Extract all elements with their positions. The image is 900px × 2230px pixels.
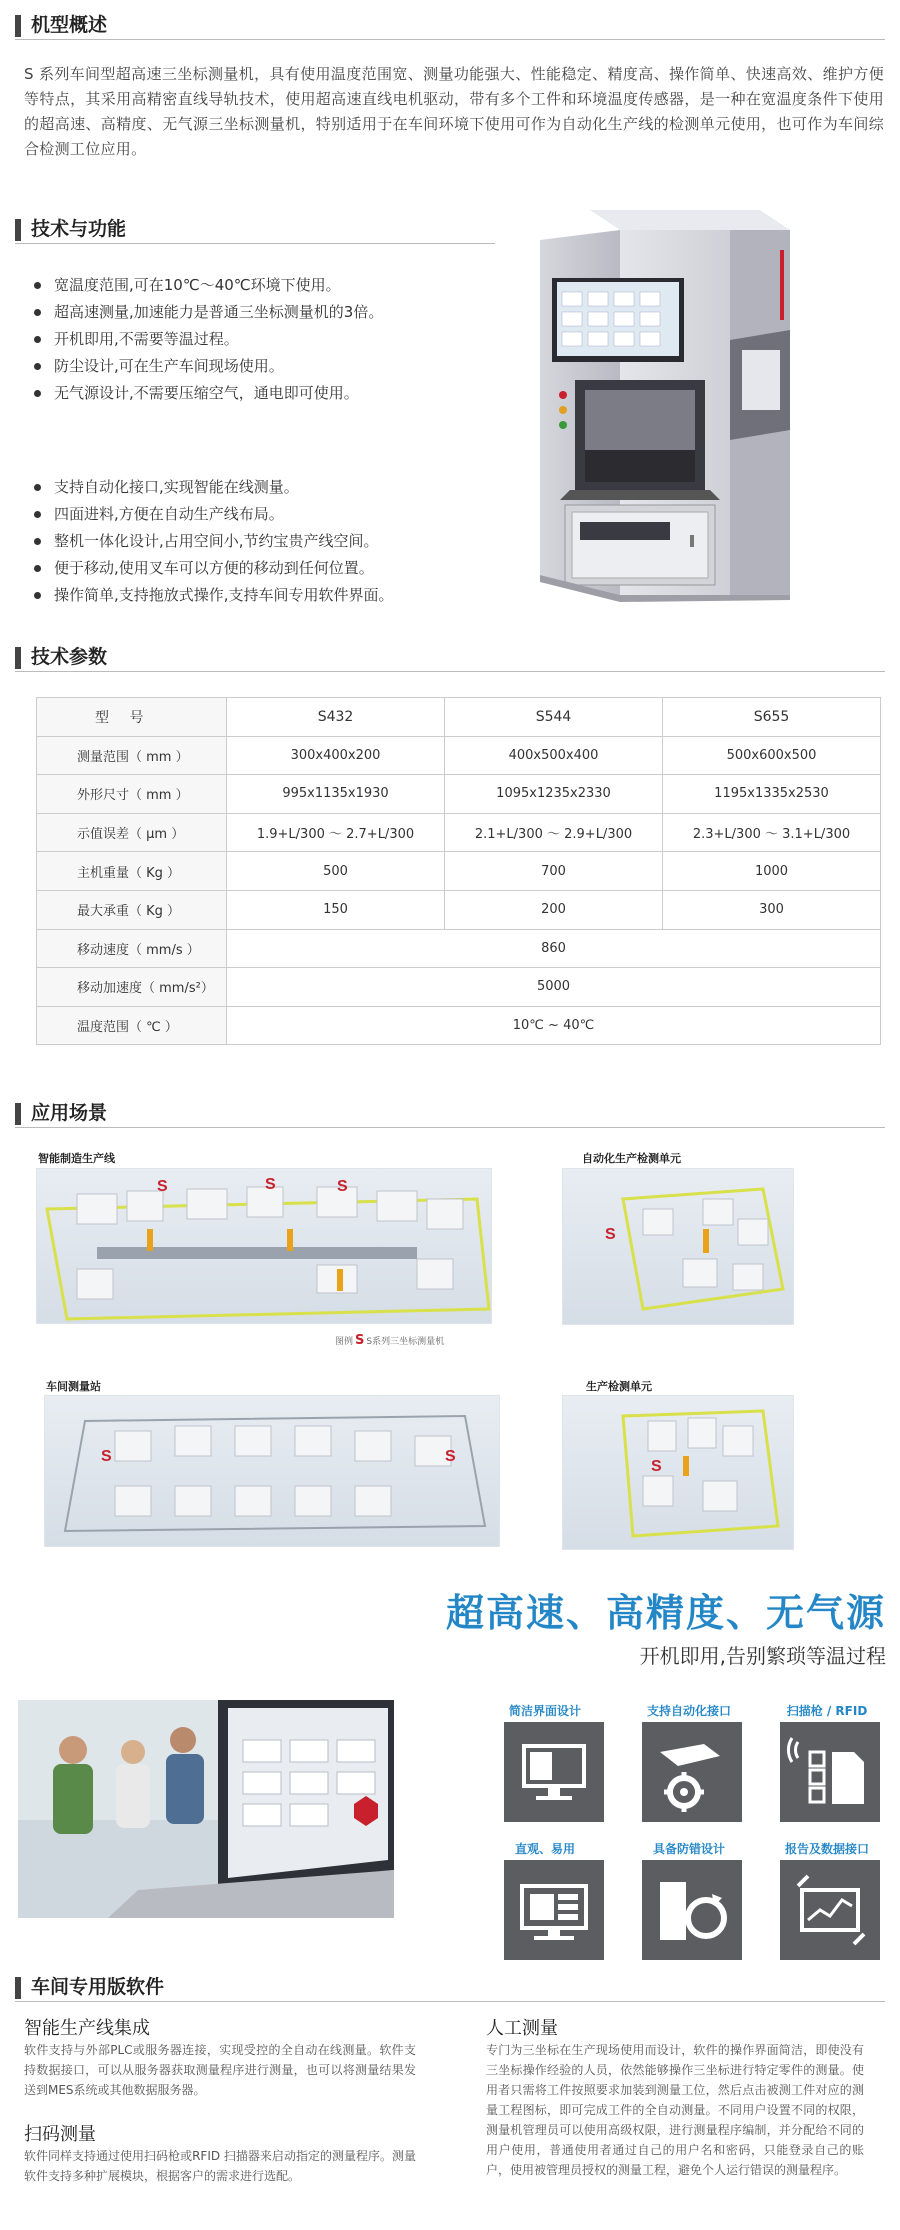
table-header-cell: S655 (663, 698, 881, 737)
table-row (37, 890, 881, 929)
feature-item: 支持自动化接口,实现智能在线测量。 (32, 474, 394, 501)
table-cell: 1195x1335x2530 (663, 775, 881, 814)
section-header-params (15, 646, 885, 672)
legend-note (335, 1333, 444, 1348)
feature-item: 防尘设计,可在生产车间现场使用。 (32, 353, 383, 380)
software-heading: 人工测量 (486, 2018, 558, 2039)
table-cell: 860 (227, 929, 881, 968)
scene-caption: 自动化生产检测单元 (582, 1152, 681, 1165)
table-cell: 2.3+L/300 ～ 3.1+L/300 (663, 813, 881, 852)
spec-table (36, 697, 881, 1045)
table-cell: 700 (445, 852, 663, 891)
tile-caption: 具备防错设计 (652, 1842, 725, 1856)
table-row (37, 929, 881, 968)
rfid-icon (780, 1722, 880, 1822)
svg-text:S: S (101, 1448, 112, 1465)
svg-text:S: S (651, 1458, 662, 1475)
table-cell: 995x1135x1930 (227, 775, 445, 814)
section-bar (15, 15, 21, 37)
table-cell: 1000 (663, 852, 881, 891)
scene-caption: 生产检测单元 (586, 1380, 652, 1393)
report-chart-icon (780, 1860, 880, 1960)
tile-caption: 简洁界面设计 (508, 1704, 581, 1718)
overview-paragraph: S 系列车间型超高速三坐标测量机，具有使用温度范围宽、测量功能强大、性能稳定、精度高、操作简单、快速高效、维护方便等特点，其采用高精密直线导轨技术，使用超高速直线电机驱动，带有多个工件和环境温度传感器，是一种在宽温度条件下使用的超高速、高精度、无气源三坐标测量机，特别适用于在车间环境下使用可作为自动化生产线的检测单元使用，也可作为车间综合检测工位应用。 (24, 65, 884, 158)
svg-text:S: S (157, 1178, 168, 1195)
software-heading: 扫码测量 (24, 2124, 96, 2145)
slogan: 超高速、高精度、无气源 (445, 1591, 886, 1635)
software-heading: 智能生产线集成 (24, 2018, 150, 2039)
error-proof-icon (642, 1860, 742, 1960)
row-label: 移动速度（ mm/s ） (37, 929, 227, 968)
section-bar (15, 219, 21, 241)
simple-ui-tile (504, 1722, 604, 1822)
software-paragraph: 软件支持与外部PLC或服务器连接，实现受控的全自动在线测量。软件支持数据接口，可以从服务器获取测量程序进行测量，也可以将测量结果发送到MES系统或其他数据服务器。 (24, 2043, 416, 2097)
scene-caption: 车间测量站 (46, 1380, 101, 1393)
row-label: 外形尺寸（ mm ） (37, 775, 227, 814)
software-paragraph: 专门为三坐标在生产现场使用而设计，软件的操作界面简洁，即使没有三坐标操作经验的人员，依然能够操作三坐标进行特定零件的测量。使用者只需将工件按照要求加装到测量工位，然后点击被测工件对应的测量工程图标，即可完成工件的全自动测量。不同用户设置不同的权限，测量机管理员可以使用高级权限，进行测量程序编制，并分配给不同的用户使用，普通使用者通过自己的用户名和密码，只能登录自己的账户，使用被管理员授权的测量工程，避免个人运行错误的测量程序。 (486, 2043, 864, 2177)
table-header-cell: S432 (227, 698, 445, 737)
feature-item: 便于移动,使用叉车可以方便的移动到任何位置。 (32, 555, 394, 582)
section-title: 技术参数 (31, 646, 108, 668)
section-bar (15, 647, 21, 669)
error-proof-tile (642, 1860, 742, 1960)
section-header-tech (15, 218, 495, 244)
table-header-cell: 型 号 (37, 698, 227, 737)
table-header-row (37, 698, 881, 737)
table-cell: 400x500x400 (445, 736, 663, 775)
row-label: 温度范围（ ℃ ） (37, 1006, 227, 1045)
legend-mark: S (355, 1333, 365, 1348)
table-cell: 500 (227, 852, 445, 891)
svg-text:S: S (265, 1176, 276, 1193)
feature-item: 四面进料,方便在自动生产线布局。 (32, 501, 394, 528)
automation-interface-tile (642, 1722, 742, 1822)
table-row (37, 852, 881, 891)
table-cell: 300x400x200 (227, 736, 445, 775)
section-header-apps (15, 1102, 885, 1128)
intuitive-tile (504, 1860, 604, 1960)
table-cell: 300 (663, 890, 881, 929)
sub-slogan: 开机即用,告别繁琐等温过程 (639, 1644, 886, 1668)
feature-item: 整机一体化设计,占用空间小,节约宝贵产线空间。 (32, 528, 394, 555)
feature-item: 操作简单,支持拖放式操作,支持车间专用软件界面。 (32, 582, 394, 609)
row-label: 移动加速度（ mm/s²） (37, 968, 227, 1007)
scene-image-measure-station (44, 1395, 500, 1547)
feature-item: 超高速测量,加速能力是普通三坐标测量机的3倍。 (32, 299, 383, 326)
table-cell: 150 (227, 890, 445, 929)
table-row (37, 968, 881, 1007)
table-row (37, 1006, 881, 1045)
table-row (37, 813, 881, 852)
svg-text:S: S (337, 1178, 348, 1195)
tile-caption: 扫描枪 / RFID (786, 1704, 868, 1718)
svg-text:S: S (605, 1226, 616, 1243)
section-bar (15, 1103, 21, 1125)
scanner-rfid-tile (780, 1722, 880, 1822)
display-icon (504, 1860, 604, 1960)
scene-caption: 智能制造生产线 (38, 1152, 115, 1165)
table-row (37, 736, 881, 775)
section-title: 应用场景 (31, 1102, 108, 1124)
table-cell: 200 (445, 890, 663, 929)
monitor-icon (504, 1722, 604, 1822)
row-label: 主机重量（ Kg ） (37, 852, 227, 891)
table-cell: 2.1+L/300 ～ 2.9+L/300 (445, 813, 663, 852)
feature-item: 无气源设计,不需要压缩空气，通电即可使用。 (32, 380, 383, 407)
table-cell: 1095x1235x2330 (445, 775, 663, 814)
legend-text: S系列三坐标测量机 (366, 1337, 445, 1347)
svg-text:S: S (445, 1448, 456, 1465)
table-row (37, 775, 881, 814)
feature-list-b (32, 474, 394, 609)
feature-item: 开机即用,不需要等温过程。 (32, 326, 383, 353)
section-bar (15, 1977, 21, 1999)
table-cell: 500x600x500 (663, 736, 881, 775)
table-cell: 5000 (227, 968, 881, 1007)
cmm-machine-image (530, 200, 860, 610)
section-title: 技术与功能 (31, 218, 127, 240)
section-header-overview (15, 14, 885, 40)
row-label: 示值误差（ μm ） (37, 813, 227, 852)
section-title: 机型概述 (31, 14, 108, 36)
section-title: 车间专用版软件 (31, 1976, 165, 1998)
section-header-software (15, 1976, 885, 2002)
tile-caption: 直观、易用 (514, 1842, 575, 1856)
tile-caption: 支持自动化接口 (646, 1704, 731, 1718)
tile-caption: 报告及数据接口 (784, 1842, 869, 1856)
scene-image-auto-unit (562, 1168, 794, 1325)
report-data-tile (780, 1860, 880, 1960)
scene-image-production-check-unit (562, 1395, 794, 1550)
gear-hand-icon (642, 1722, 742, 1822)
table-header-cell: S544 (445, 698, 663, 737)
table-cell: 1.9+L/300 ～ 2.7+L/300 (227, 813, 445, 852)
scene-image-production-line (36, 1168, 492, 1324)
office-laptop-photo (18, 1700, 394, 1918)
row-label: 最大承重（ Kg ） (37, 890, 227, 929)
row-label: 测量范围（ mm ） (37, 736, 227, 775)
software-paragraph: 软件同样支持通过使用扫码枪或RFID 扫描器来启动指定的测量程序。测量软件支持多种扩展模块，根据客户的需求进行选配。 (24, 2149, 416, 2183)
feature-item: 宽温度范围,可在10℃～40℃环境下使用。 (32, 272, 383, 299)
feature-list-a (32, 272, 383, 407)
legend-prefix: 图例 (335, 1337, 354, 1347)
table-cell: 10℃ ~ 40℃ (227, 1006, 881, 1045)
